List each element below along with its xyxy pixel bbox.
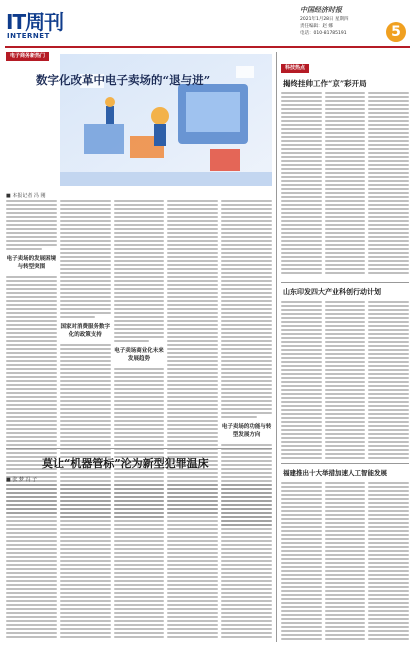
- r1-col-3: [368, 92, 409, 278]
- bottom-column-1: [6, 484, 57, 640]
- date-line: 2021年1月28日 星期四: [300, 17, 349, 22]
- right-article2-body: [281, 301, 409, 459]
- page-number-badge: [386, 22, 406, 42]
- right-article2-title: 山东印发四大产业科创行动计划: [283, 287, 381, 296]
- subhead-1: 电子卖场的发展困境与转型突围: [6, 256, 57, 270]
- masthead-rule: [5, 46, 410, 48]
- right-article3-title: 福建推出十大举措加速人工智能发展: [283, 469, 387, 477]
- subhead-2: 国家对消费服务数字化的政策支持: [60, 324, 110, 338]
- bottom-headline: 莫让“机器管标”沦为新型犯罪温床: [42, 457, 209, 470]
- bottom-article-body: [6, 484, 272, 640]
- bottom-byline: ■ 张 梦 冯 子: [6, 477, 38, 483]
- r1-col-2: [325, 92, 366, 278]
- body-column-4: [167, 200, 218, 526]
- body-column-2: [60, 200, 111, 526]
- bottom-column-5: [221, 484, 272, 640]
- main-article-body: [6, 200, 272, 445]
- r2-col-1: [281, 301, 322, 459]
- right-article1-body: [281, 92, 409, 278]
- r3-col-1: [281, 482, 322, 642]
- section-logo: IT周刊: [6, 10, 64, 34]
- paper-name: 中国经济时报: [300, 5, 342, 14]
- left-column-tag: 电子商务新热门: [6, 52, 49, 61]
- right-column-tag: 科技热点: [281, 64, 309, 73]
- horizontal-divider: [6, 448, 272, 449]
- editor-line: 责任编辑：赵 娜: [300, 24, 333, 29]
- bottom-column-3: [114, 484, 165, 640]
- body-column-5: [221, 200, 272, 526]
- bottom-column-4: [167, 484, 218, 640]
- vertical-divider: [276, 52, 277, 642]
- main-byline: ■ 本报记者 冯 刚: [6, 193, 46, 199]
- section-sub-logo: INTERNET: [7, 32, 50, 40]
- right-article3-body: [281, 482, 409, 642]
- right-divider-1: [281, 282, 409, 283]
- r3-col-2: [325, 482, 366, 642]
- body-column-3: [114, 200, 165, 526]
- r2-col-2: [325, 301, 366, 459]
- phone-line: 电话：010-81785191: [300, 31, 347, 36]
- subhead-4: 电子卖场的功能与转型发展方向: [221, 424, 272, 438]
- right-article1-title: 揭终挂帅工作“京”彩开局: [283, 79, 367, 88]
- subhead-3: 电子卖场商业化未来发展趋势: [114, 348, 164, 362]
- masthead: [0, 0, 415, 46]
- r1-col-1: [281, 92, 322, 278]
- r2-col-3: [368, 301, 409, 459]
- r3-col-3: [368, 482, 409, 642]
- right-divider-2: [281, 463, 409, 464]
- bottom-column-2: [60, 484, 111, 640]
- main-headline: 数字化改革中电子卖场的“退与进”: [36, 73, 211, 87]
- page-number: 5: [391, 24, 401, 40]
